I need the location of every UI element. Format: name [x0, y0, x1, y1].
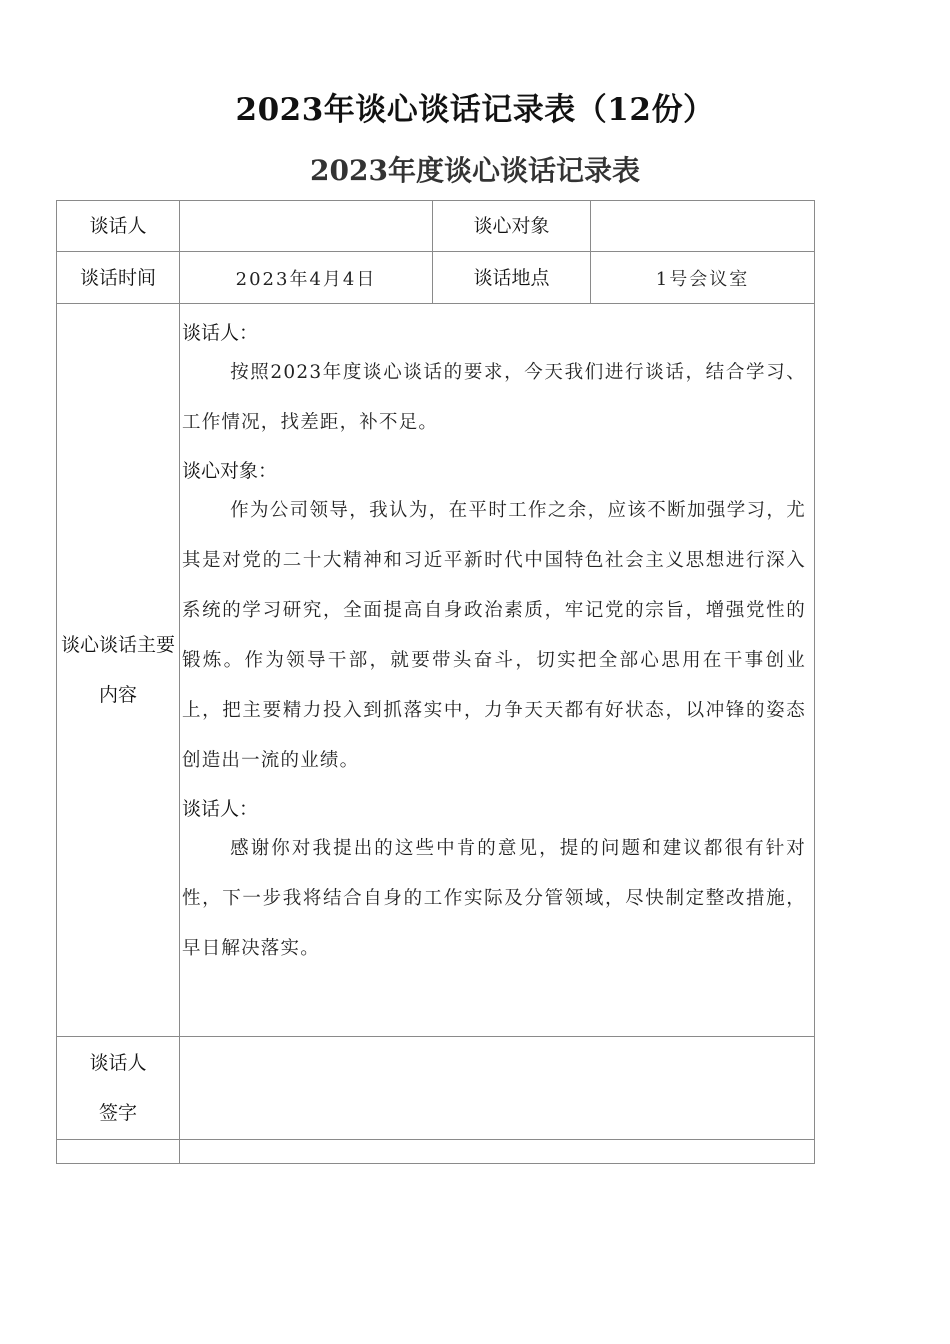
empty-cell [57, 1140, 180, 1164]
speech-paragraph: 按照2023年度谈心谈话的要求，今天我们进行谈话，结合学习、工作情况，找差距，补不足。 [182, 362, 806, 433]
talker-value [180, 201, 433, 252]
target-label: 谈心对象 [433, 201, 591, 252]
content-label-cell [57, 304, 180, 1037]
speech-paragraph: 作为公司领导，我认为，在平时工作之余，应该不断加强学习，尤其是对党的二十大精神和习近平新时代中国特色社会主义思想进行深入系统的学习研究，全面提高自身政治素质，牢记党的宗旨，增强党性的锻炼。作为领导干部，就要带头奋斗，切实把全部心思用在干事创业上，把主要精力投入到抓落实中，力争天天都有好状态，以冲锋的姿态创造出一流的业绩。 [182, 500, 806, 771]
speaker-label: 谈话人： [182, 798, 259, 820]
form-title: 2023年度谈心谈话记录表 [310, 154, 640, 187]
place-value: 1号会议室 [591, 252, 815, 304]
time-value: 2023年4月4日 [180, 252, 433, 304]
content-cell [180, 304, 815, 1037]
talk-record-table [56, 200, 815, 1164]
document-title: 2023年谈心谈话记录表（12份） [235, 92, 715, 128]
table-row [57, 1037, 815, 1140]
empty-cell [180, 1140, 815, 1164]
signature-label-line2: 签字 [98, 1102, 137, 1124]
signature-value [180, 1037, 815, 1140]
target-value [591, 201, 815, 252]
table-row [57, 1140, 815, 1164]
signature-label-cell [57, 1037, 180, 1140]
speaker-label: 谈话人： [182, 322, 259, 344]
speech-paragraph: 感谢你对我提出的这些中肯的意见，提的问题和建议都很有针对性，下一步我将结合自身的工作实际及分管领域，尽快制定整改措施，早日解决落实。 [182, 838, 806, 959]
place-label: 谈话地点 [433, 252, 591, 304]
signature-label-line1: 谈话人 [89, 1052, 147, 1074]
talker-label: 谈话人 [57, 201, 180, 252]
table-row [57, 304, 815, 1037]
table-row [57, 201, 815, 252]
speaker-label: 谈心对象： [182, 460, 278, 482]
table-row [57, 252, 815, 304]
time-label: 谈话时间 [57, 252, 180, 304]
content-label: 谈心谈话主要内容 [61, 634, 176, 706]
